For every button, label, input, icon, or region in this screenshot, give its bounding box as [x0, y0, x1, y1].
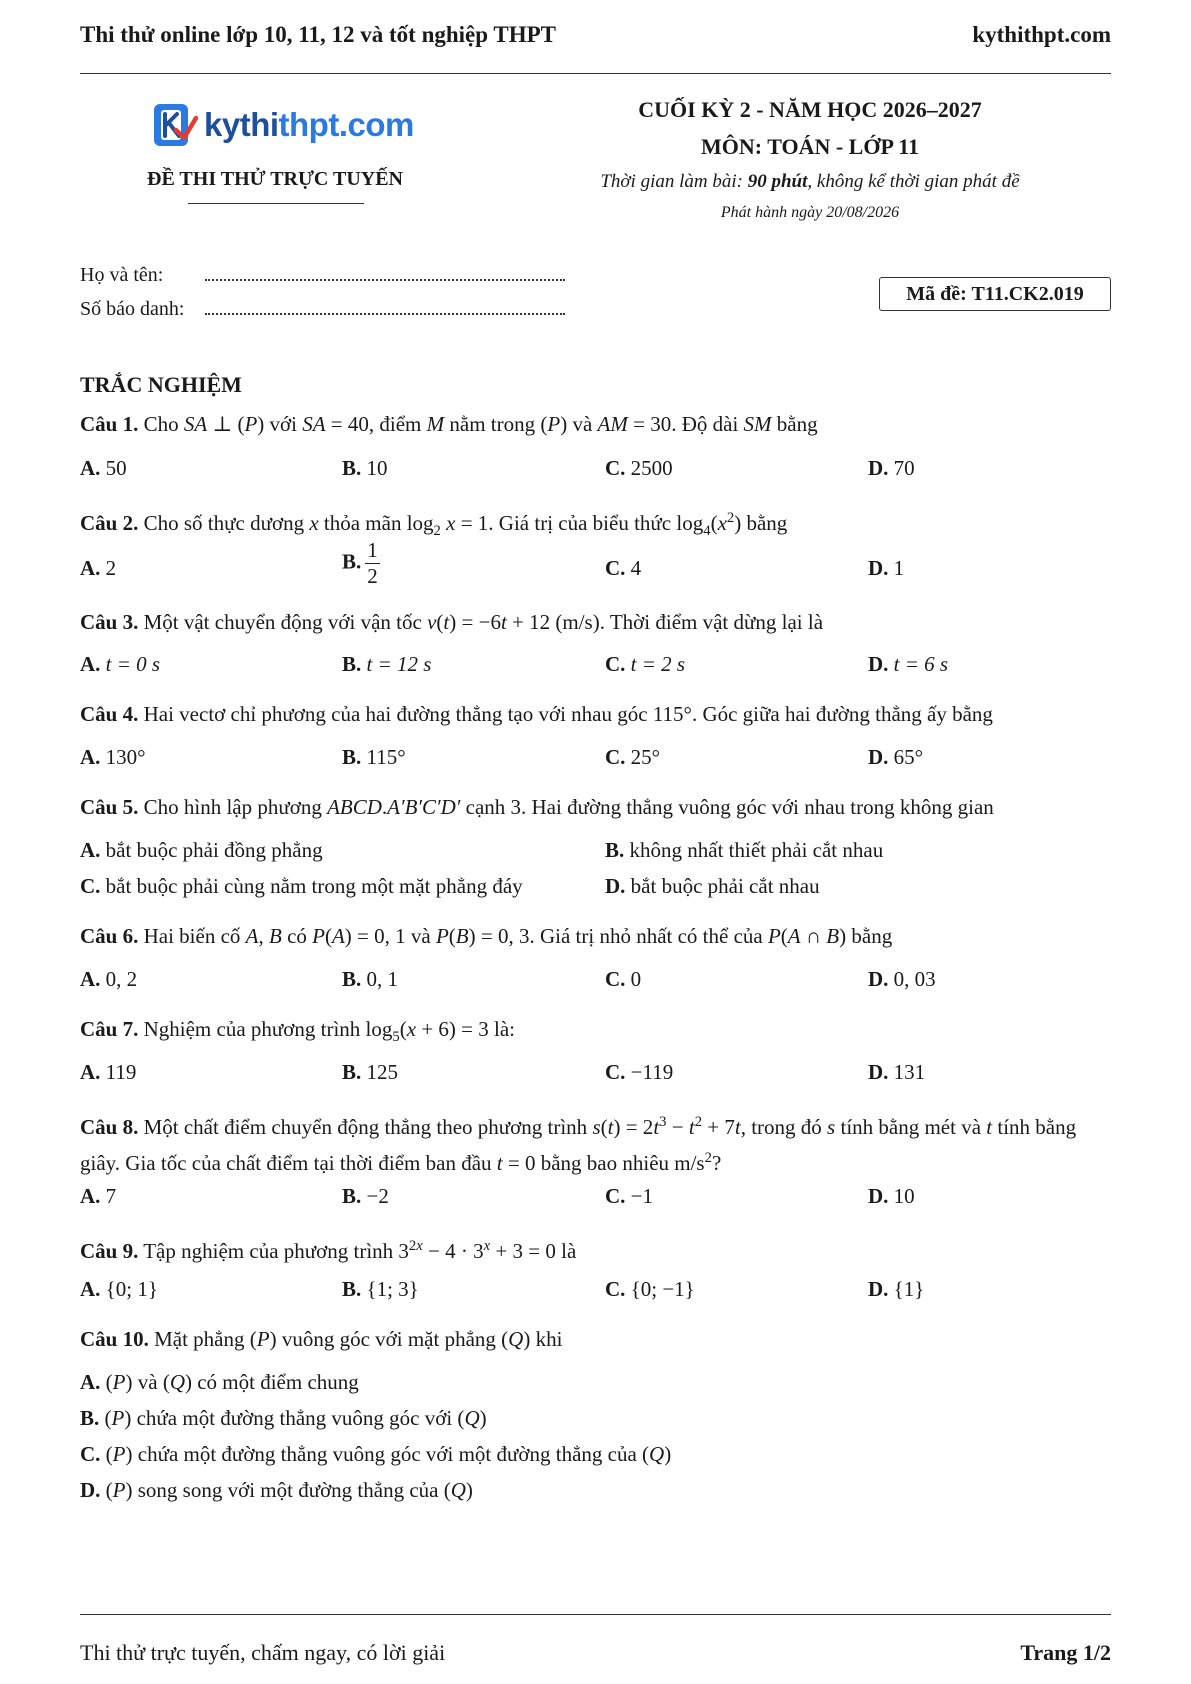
question-6: Câu 6. Hai biến cố A, B có P(A) = 0, 1 và P(B) = 0, 3. Giá trị nhỏ nhất có thể của P(A ∩ B) bằng [80, 924, 893, 948]
q6-option-b[interactable]: B. 0, 1 [342, 967, 399, 991]
q6-option-a[interactable]: A. 0, 2 [80, 967, 138, 991]
online-exam-subtitle: ĐỀ THI THỬ TRỰC TUYẾN [147, 168, 403, 190]
logo-text-light: thpt.com [278, 106, 414, 143]
q6-option-d[interactable]: D. 0, 03 [868, 967, 936, 991]
q5-option-b[interactable]: B. không nhất thiết phải cắt nhau [605, 838, 884, 862]
q8-option-a[interactable]: A. 7 [80, 1184, 117, 1208]
site-tagline: Thi thử online lớp 10, 11, 12 và tốt nghiệp THPT [80, 22, 556, 47]
time-value: 90 phút [747, 171, 808, 192]
q8-option-b[interactable]: B. −2 [342, 1184, 389, 1208]
name-blank[interactable] [205, 265, 565, 281]
q3-option-d[interactable]: D. t = 6 s [868, 652, 949, 676]
q4-option-a[interactable]: A. 130° [80, 745, 146, 769]
question-3: Câu 3. Một vật chuyển động với vận tốc v(t) = −6t + 12 (m/s). Thời điểm vật dừng lại là [80, 610, 824, 634]
section-title: TRẮC NGHIỆM [80, 372, 242, 397]
question-10: Câu 10. Mặt phẳng (P) vuông góc với mặt phẳng (Q) khi [80, 1327, 563, 1351]
q3-option-a[interactable]: A. t = 0 s [80, 652, 161, 676]
q3-option-b[interactable]: B. t = 12 s [342, 652, 432, 676]
q4-option-b[interactable]: B. 115° [342, 745, 406, 769]
q1-option-a[interactable]: A. 50 [80, 456, 127, 480]
question-8: Câu 8. Một chất điểm chuyển động thẳng theo phương trình $s(t) = 2t^3 - t^2 + 7t$, trong đó s tính bằng mét và t tính bằng giây. Gia tốc của chất điểm tại thời điểm ban đầu t = 0 bằng bao nhiêu $m/s^2$? [80, 1114, 1077, 1175]
q2-option-c[interactable]: C. 4 [605, 556, 642, 580]
subtitle-underline [188, 203, 364, 204]
question-label: Câu 1. [80, 412, 139, 436]
page-number: Trang 1/2 [1020, 1640, 1111, 1665]
exam-subject: MÔN: TOÁN - LỚP 11 [701, 134, 919, 159]
name-field[interactable] [80, 264, 565, 287]
question-4: Câu 4. Hai vectơ chỉ phương của hai đường thẳng tạo với nhau góc 115°. Góc giữa hai đường thẳng ấy bằng [80, 702, 993, 726]
q9-option-c[interactable]: C. {0; −1} [605, 1277, 695, 1301]
q10-option-a[interactable]: A. (P) và (Q) có một điểm chung [80, 1370, 359, 1394]
exam-title: CUỐI KỲ 2 - NĂM HỌC 2026–2027 [638, 97, 982, 122]
q1-option-b[interactable]: B. 10 [342, 456, 388, 480]
fraction: $\frac{1}{2}$ [367, 538, 378, 588]
q5-option-c[interactable]: C. bắt buộc phải cùng nằm trong một mặt phẳng đáy [80, 874, 523, 898]
q4-option-d[interactable]: D. 65° [868, 745, 924, 769]
candidate-id-field[interactable] [80, 298, 565, 321]
q2-option-b[interactable]: B. $\frac{1}{2}$ [342, 538, 378, 588]
q10-option-b[interactable]: B. (P) chứa một đường thẳng vuông góc với (Q) [80, 1406, 487, 1430]
q9-option-a[interactable]: A. {0; 1} [80, 1277, 158, 1301]
q10-option-d[interactable]: D. (P) song song với một đường thẳng của (Q) [80, 1478, 473, 1502]
name-label: Họ và tên: [80, 264, 164, 286]
q4-option-c[interactable]: C. 25° [605, 745, 661, 769]
q1-option-c[interactable]: C. 2500 [605, 456, 673, 480]
q5-option-d[interactable]: D. bắt buộc phải cắt nhau [605, 874, 820, 898]
id-label: Số báo danh: [80, 298, 185, 320]
time-suffix: , không kể thời gian phát đề [807, 171, 1020, 192]
question-9: Câu 9. Tập nghiệm của phương trình $3^{2x} - 4 \cdot 3^x + 3 = 0$ là [80, 1238, 577, 1263]
q3-option-c[interactable]: C. t = 2 s [605, 652, 686, 676]
q8-option-d[interactable]: D. 10 [868, 1184, 915, 1208]
header-divider [80, 73, 1111, 74]
id-blank[interactable] [205, 299, 565, 315]
q9-option-b[interactable]: B. {1; 3} [342, 1277, 419, 1301]
q2-option-d[interactable]: D. 1 [868, 556, 905, 580]
q8-option-c[interactable]: C. −1 [605, 1184, 654, 1208]
time-prefix: Thời gian làm bài: [600, 171, 748, 192]
logo-icon [152, 100, 198, 150]
exam-time [540, 171, 1080, 193]
exam-code-box: Mã đề: T11.CK2.019 [879, 277, 1111, 311]
question-5: Câu 5. Cho hình lập phương ABCD.A′B′C′D′ cạnh 3. Hai đường thẳng vuông góc với nhau trong không gian [80, 795, 994, 819]
q7-option-d[interactable]: D. 131 [868, 1060, 926, 1084]
footer-divider [80, 1614, 1111, 1615]
question-1: Câu 1. Cho SA ⊥ (P) với SA = 40, điểm M nằm trong (P) và AM = 30. Độ dài SM bằng [80, 412, 818, 436]
q10-option-c[interactable]: C. (P) chứa một đường thẳng vuông góc với một đường thẳng của (Q) [80, 1442, 672, 1466]
q2-option-a[interactable]: A. 2 [80, 556, 117, 580]
question-7: Câu 7. Nghiệm của phương trình $\log_5(x + 6) = 3$ là: [80, 1017, 515, 1046]
q5-option-a[interactable]: A. bắt buộc phải đồng phẳng [80, 838, 323, 862]
footer-tagline: Thi thử trực tuyến, chấm ngay, có lời giải [80, 1640, 446, 1665]
q7-option-c[interactable]: C. −119 [605, 1060, 674, 1084]
q7-option-b[interactable]: B. 125 [342, 1060, 399, 1084]
q6-option-c[interactable]: C. 0 [605, 967, 642, 991]
q9-option-d[interactable]: D. {1} [868, 1277, 925, 1301]
kythithpt-logo [152, 100, 414, 150]
question-2: Câu 2. Cho số thực dương x thỏa mãn $\log_2 x = 1$. Giá trị của biểu thức $\log_4(x^2)$ bằng [80, 510, 788, 540]
q7-option-a[interactable]: A. 119 [80, 1060, 137, 1084]
exam-release-date: Phát hành ngày 20/08/2026 [720, 204, 900, 221]
q1-option-d[interactable]: D. 70 [868, 456, 915, 480]
logo-text-dark: kythi [204, 106, 279, 143]
site-domain[interactable]: kythithpt.com [972, 22, 1111, 47]
